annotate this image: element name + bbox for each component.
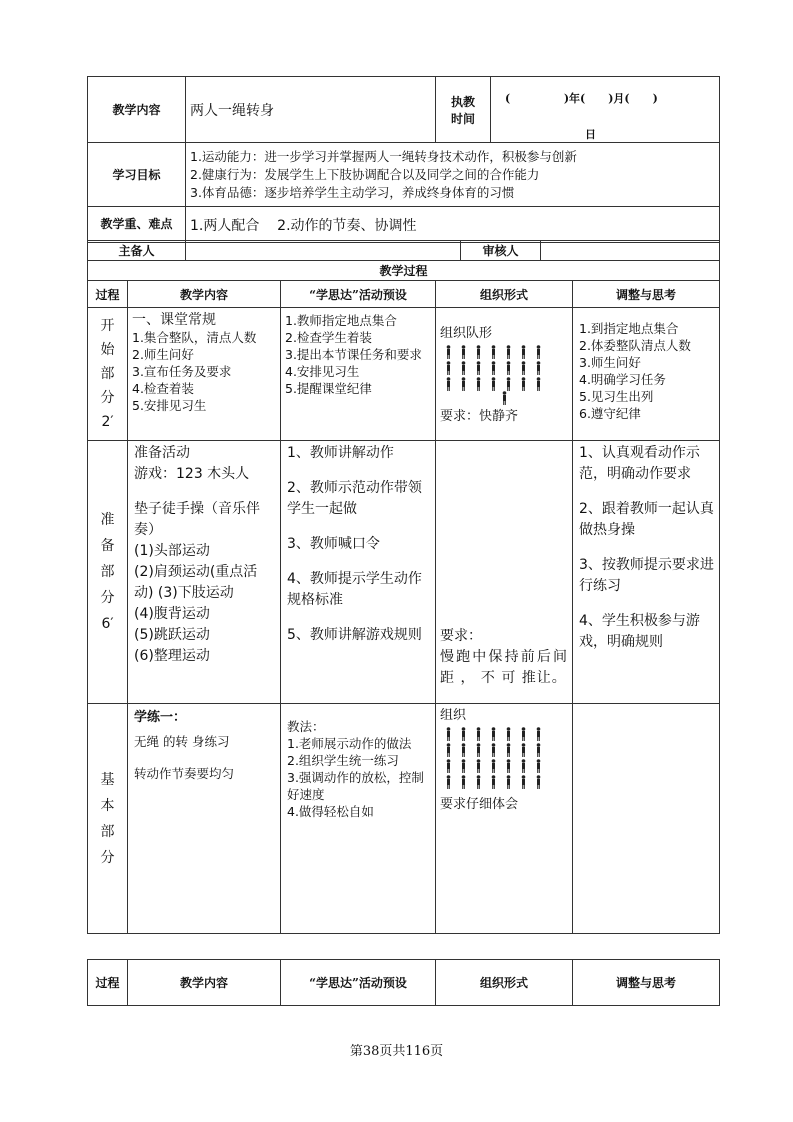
student-figure-icon [444,377,457,391]
col-process: 过程 [88,960,128,1006]
formation-figure [444,345,568,391]
student-figure-icon [504,377,517,391]
student-figure-icon [474,361,487,375]
student-figure-icon [459,775,472,789]
section-basic [88,704,720,934]
reviewer-label: 审核人 [461,241,541,261]
student-figure-icon [519,775,532,789]
key-label: 教学重、难点 [88,207,186,243]
student-figure-icon [474,743,487,757]
student-figure-icon [534,775,547,789]
section-content: 学练一： 无绳 的转 身练习 转动作节奏要均匀 [128,704,281,934]
student-figure-icon [534,759,547,773]
student-figure-icon [474,759,487,773]
student-figure-icon [459,361,472,375]
col-organization: 组织形式 [436,960,573,1006]
next-page-header [87,959,720,1006]
student-figure-icon [444,727,457,741]
student-figure-icon [489,345,502,359]
stage-label: 开 始 部 分 2′ [88,308,128,441]
col-activity: “学思达”活动预设 [281,281,436,308]
col-content: 教学内容 [128,281,281,308]
student-figure-icon [519,727,532,741]
student-figure-icon [459,377,472,391]
col-reflection: 调整与思考 [573,281,720,308]
page-number: 第38页共116页 [349,1044,444,1059]
lesson-header-table [87,76,720,243]
goals-label: 学习目标 [88,143,186,207]
section-activity: 1.教师指定地点集合 2.检查学生着装 3.提出本节课任务和要求 4.安排见习生 5.提醒课堂纪律 [281,308,436,441]
student-figure-icon [519,759,532,773]
student-figure-icon [534,361,547,375]
stage-label: 准 备 部 分 6′ [88,441,128,704]
student-figure-icon [504,759,517,773]
student-figure-icon [489,361,502,375]
preparer-value [186,241,461,261]
section-content: 准备活动 游戏：123 木头人 垫子徒手操（音乐伴奏） (1)头部运动 (2)肩颈运动(重点活动) (3)下肢运动 (4)腹背运动 (5)跳跃运动 (6)整理运动 [128,441,281,704]
student-figure-icon [489,727,502,741]
student-figure-icon [519,345,532,359]
section-activity: 1、教师讲解动作 2、教师示范动作带领学生一起做 3、教师喊口令 4、教师提示学生动作规格标准 5、教师讲解游戏规则 [281,441,436,704]
student-figure-icon [534,727,547,741]
student-figure-icon [474,377,487,391]
student-figure-icon [474,345,487,359]
student-figure-icon [459,743,472,757]
stage-label: 基 本 部 分 [88,704,128,934]
student-figure-icon [459,345,472,359]
student-figure-icon [519,377,532,391]
section-organization: 组织 要求仔细体会 [436,704,573,934]
student-figure-icon [459,727,472,741]
col-activity: “学思达”活动预设 [281,960,436,1006]
student-figure-icon [444,361,457,375]
student-figure-icon [489,743,502,757]
formation-figure [444,727,568,789]
key-value: 1.两人配合 2.动作的节奏、协调性 [186,207,720,243]
student-figure-icon [534,377,547,391]
content-label: 教学内容 [88,77,186,143]
col-organization: 组织形式 [436,281,573,308]
student-figure-icon [504,775,517,789]
student-figure-icon [534,345,547,359]
section-activity: 教法： 1.老师展示动作的做法 2.组织学生统一练习 3.强调动作的放松，控制好速度 4.做得轻松自如 [281,704,436,934]
section-reflection: 1.到指定地点集合 2.体委整队清点人数 3.师生问好 4.明确学习任务 5.见习生出列 6.遵守纪律 [573,308,720,441]
student-figure-icon [489,775,502,789]
student-figure-icon [519,361,532,375]
goals-list: 1.运动能力：进一步学习并掌握两人一绳转身技术动作，积极参与创新 2.健康行为：发展学生上下肢协调配合以及同学之间的合作能力 3.体育品德：逐步培养学生主动学习，养成终身体育的习惯 [186,143,720,207]
student-figure-icon [474,775,487,789]
section-start [88,308,720,441]
student-figure-icon [459,759,472,773]
student-figure-icon [444,743,457,757]
student-figure-icon [504,743,517,757]
time-label: 执教 时间 [436,77,491,143]
section-warmup [88,441,720,704]
time-value: ( )年( )月( ) 日 [491,77,720,143]
student-figure-icon [444,775,457,789]
col-content: 教学内容 [128,960,281,1006]
section-content: 一、课堂常规 1.集合整队，清点人数 2.师生问好 3.宣布任务及要求 4.检查着装 5.安排见习生 [128,308,281,441]
process-title: 教学过程 [88,261,720,281]
reviewer-value [541,241,720,261]
student-figure-icon [504,345,517,359]
student-figure-icon [474,727,487,741]
preparer-label: 主备人 [88,241,186,261]
student-figure-icon [489,759,502,773]
student-figure-icon [534,743,547,757]
section-reflection: 1、认真观看动作示范，明确动作要求 2、跟着教师一起认真做热身操 3、按教师提示要求进行练习 4、学生积极参与游戏，明确规则 [573,441,720,704]
teacher-figure [500,391,568,403]
col-process: 过程 [88,281,128,308]
student-figure-icon [519,743,532,757]
student-figure-icon [444,345,457,359]
student-figure-icon [444,759,457,773]
student-figure-icon [504,361,517,375]
section-organization: 要求： 慢跑中保持前后间 距 ， 不 可 推让。 [436,441,573,704]
content-value: 两人一绳转身 [186,77,436,143]
student-figure-icon [504,727,517,741]
section-organization: 组织队形 要求：快静齐 [436,308,573,441]
student-figure-icon [489,377,502,391]
col-reflection: 调整与思考 [573,960,720,1006]
process-table [87,280,720,934]
section-reflection [573,704,720,934]
preparer-table [87,240,720,281]
